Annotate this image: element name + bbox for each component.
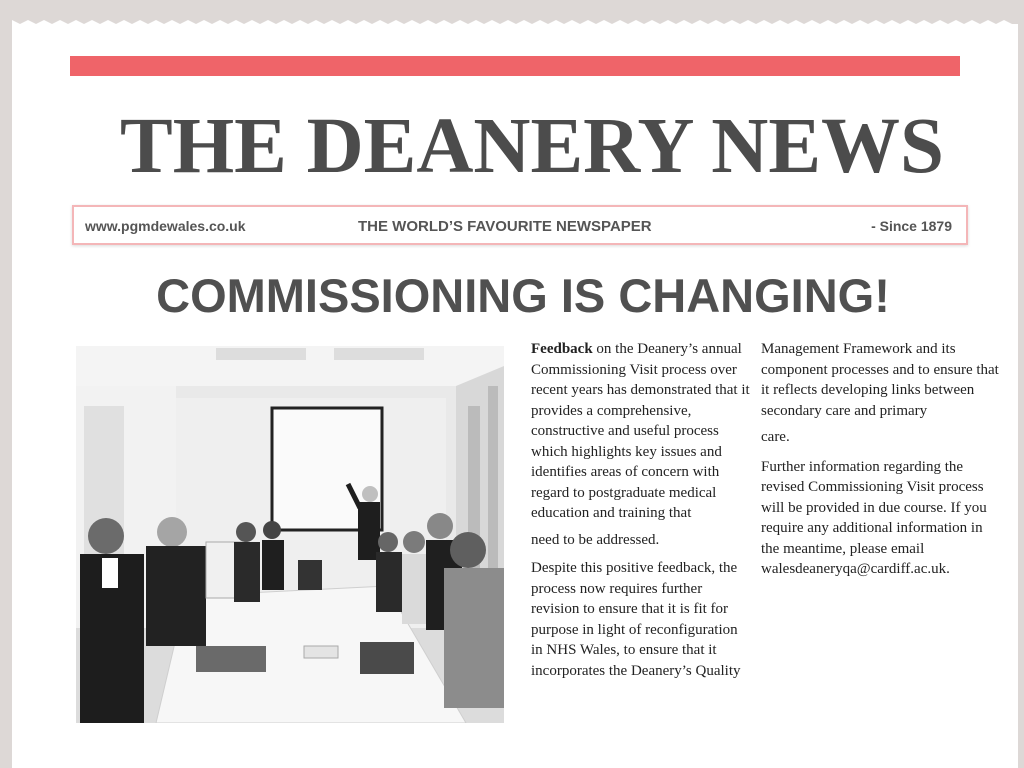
tagline-bar <box>72 205 968 245</box>
serrated-edge <box>12 14 1018 28</box>
meeting-photo-icon <box>76 346 504 723</box>
masthead-title: THE DEANERY NEWS <box>120 103 944 190</box>
paragraph-end: care. <box>761 429 790 445</box>
meeting-photo <box>76 346 504 723</box>
accent-bar <box>70 56 960 76</box>
article-headline: COMMISSIONING IS CHANGING! <box>156 269 890 322</box>
paragraph-end: need to be addressed. <box>531 531 660 548</box>
article-paragraph: Despite this positive feedback, the process now requires further revision to ensure that it is fit for purpose in light of reconfiguration in NHS Wales, to ensure that it incorporates the Deanery’s Quality <box>531 560 741 679</box>
article-column-2 <box>761 339 1001 580</box>
lead-word: Feedback <box>531 341 593 357</box>
contact-paragraph[interactable]: Further information regarding the revised Commissioning Visit process will be provided in due course. If you require any additional information in the meantime, please email walesdeaneryqa@cardiff.ac.uk. <box>761 458 987 577</box>
since-date: - Since 1879 <box>871 218 952 234</box>
tagline-slogan: THE WORLD’S FAVOURITE NEWSPAPER <box>358 218 652 235</box>
article-column-1 <box>531 339 753 681</box>
article-paragraph <box>531 339 753 524</box>
website-link[interactable]: www.pgmdewales.co.uk <box>85 218 246 234</box>
paragraph-text: on the Deanery’s annual Commissioning Visit process over recent years has demonstrated that it provides a comprehensive, constructive and useful process which highlights key issues and identifies areas of concern with regard to postgraduate medical education and training that <box>531 341 750 521</box>
article-paragraph: Management Framework and its component processes and to ensure that it reflects developing links between secondary care and primary <box>761 341 999 419</box>
